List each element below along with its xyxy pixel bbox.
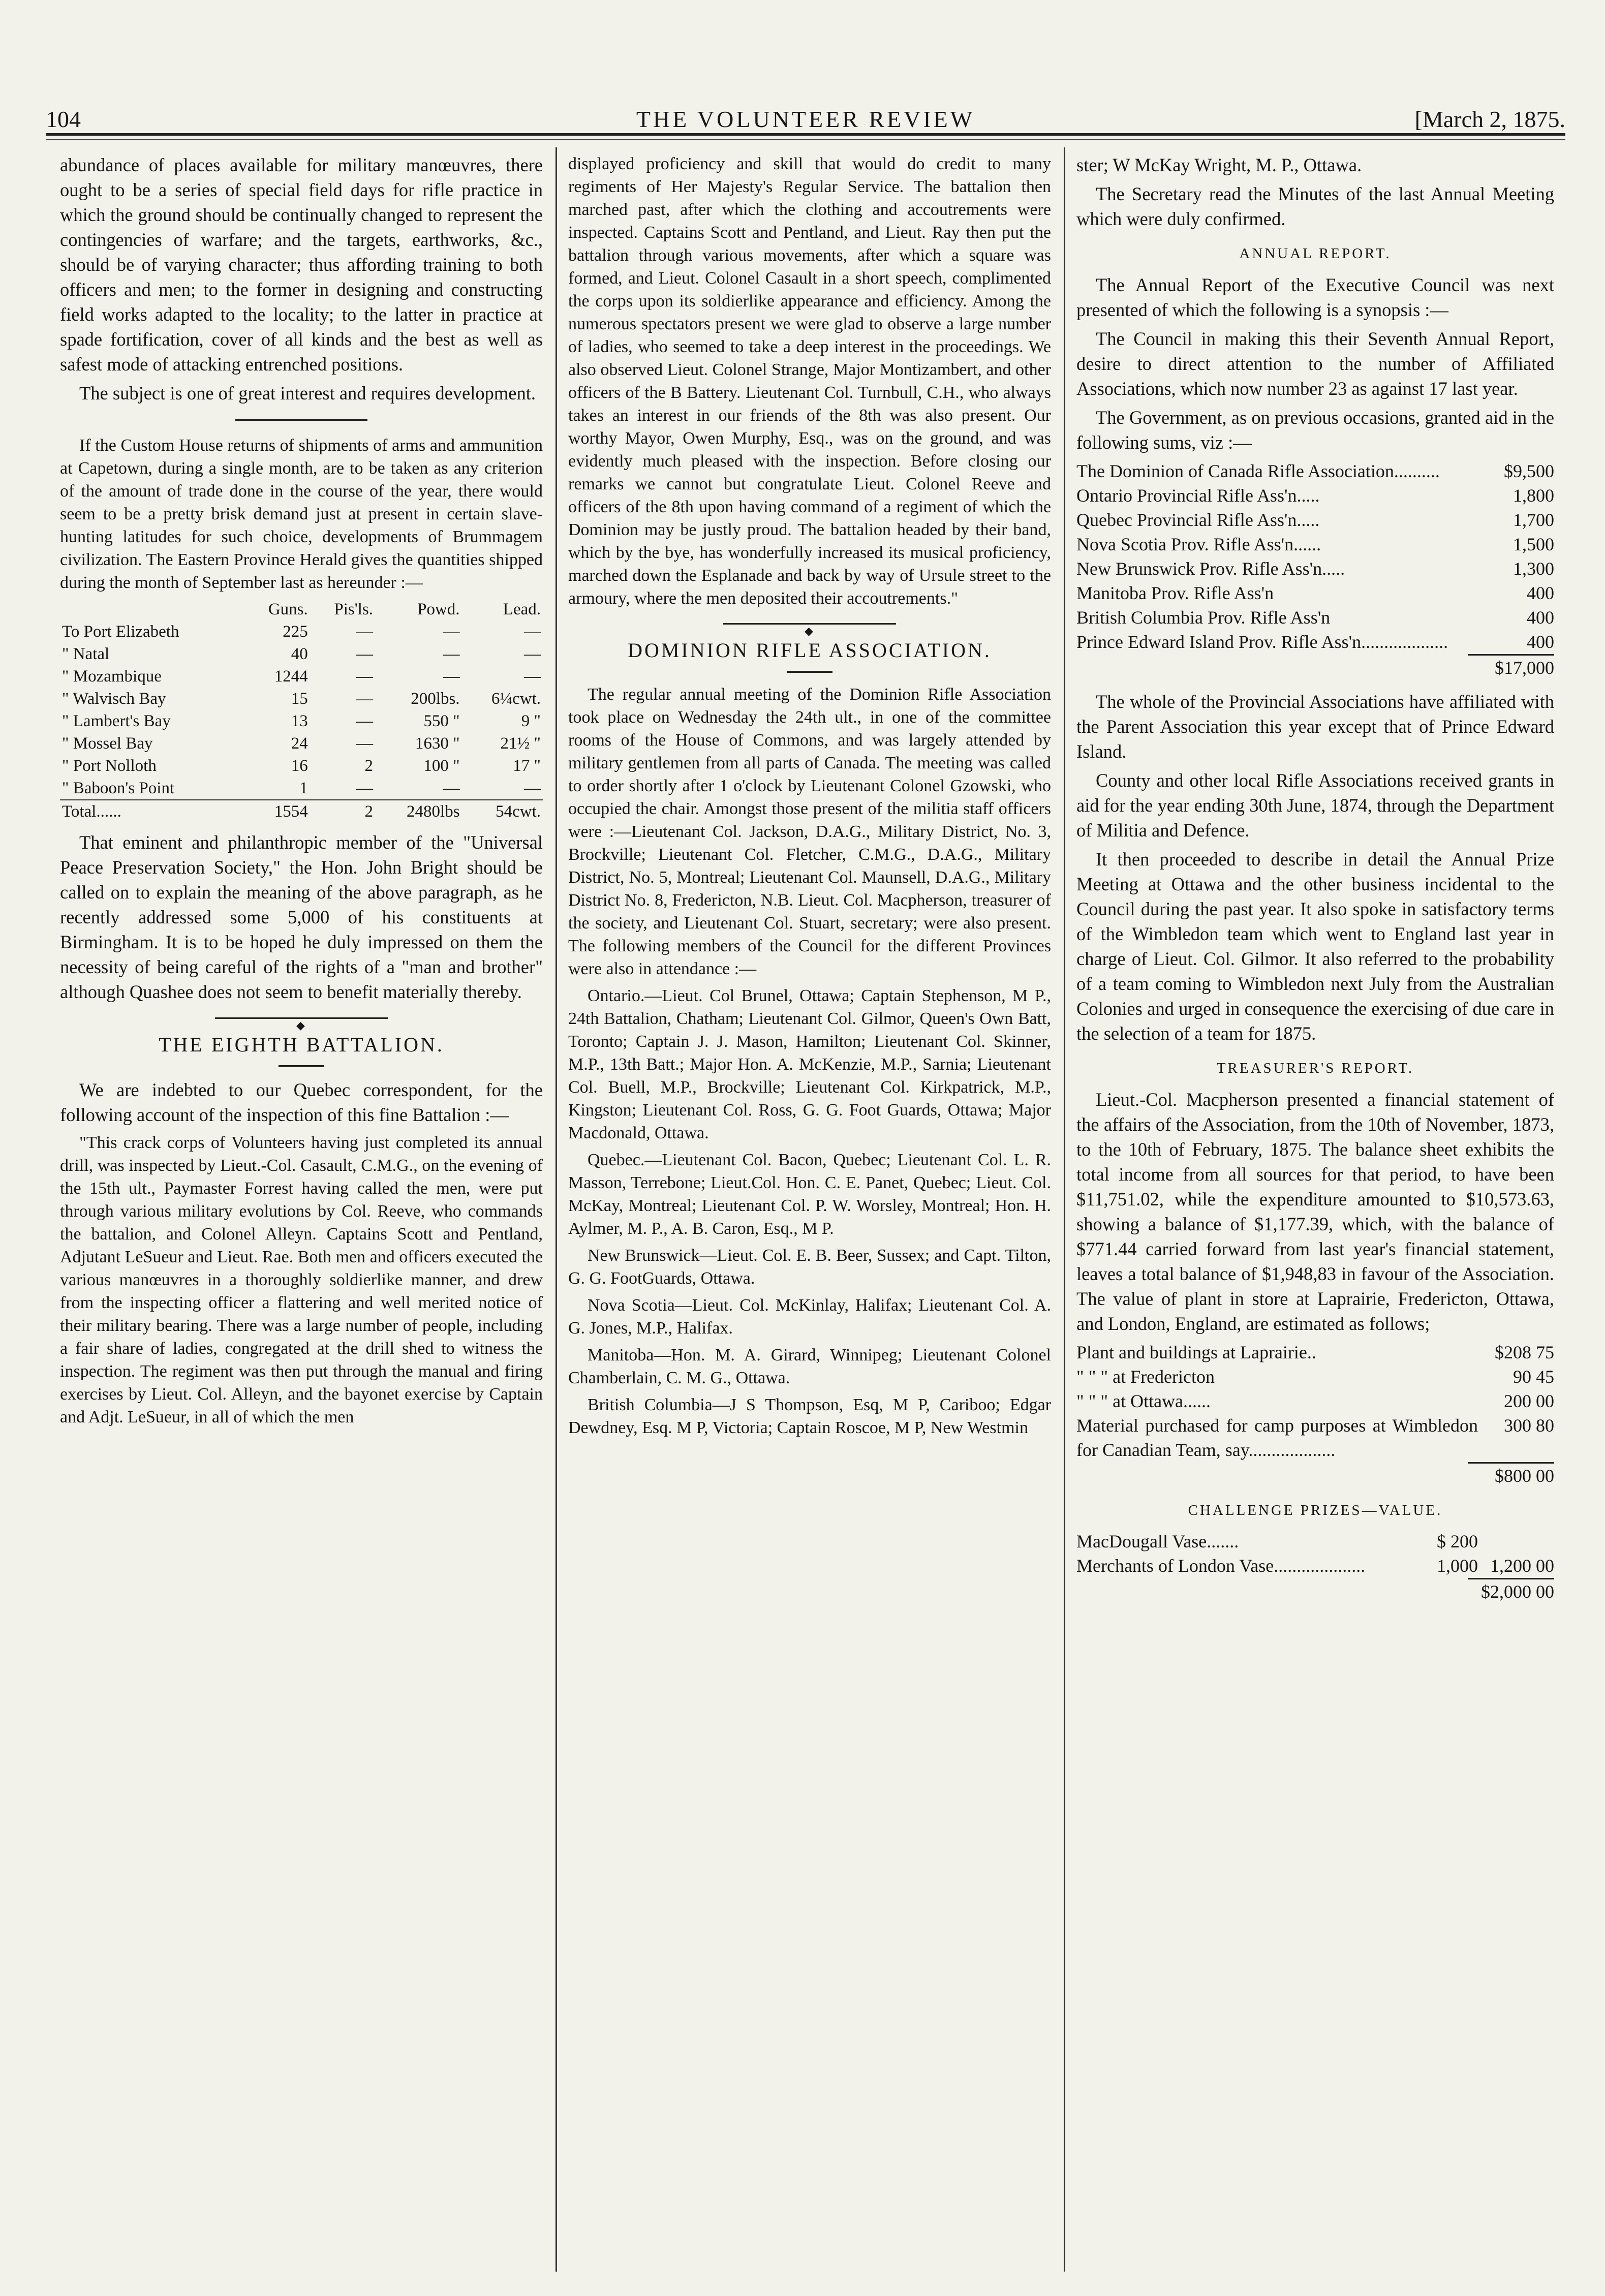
item-value xyxy=(1478,1529,1554,1554)
paragraph: The whole of the Provincial Associations have affiliated with the Parent Association this year except that of Prince Edward Island. xyxy=(1076,691,1554,762)
table-header-cell: Pis'ls. xyxy=(334,600,373,618)
table-cell: 9 " xyxy=(521,712,541,730)
table-total-row xyxy=(60,800,543,823)
paragraph: Lieut.-Col. Macpherson presented a financial statement of the affairs of the Association, from the 10th of November, 1873, to the 10th of February, 1875. The balance sheet exhibits the total income from all sources for that period, to have been $11,751.02, while the expenditure amounted to $10,573.63, showing a balance of $1,177.39, which, with the balance of $771.44 carried forward from last year's financial statement, leaves a total balance of $1,948,83 in favour of the Association. The value of plant in store at Laprairie, Fredericton, Ottawa, and London, England, are estimated as follows; xyxy=(1076,1089,1554,1334)
paragraph: The Council in making this their Seventh Annual Report, desire to direct attention to the number of Affiliated Associations, which now number 23 as against 17 last year. xyxy=(1076,328,1554,399)
table-row xyxy=(60,755,543,777)
prizes-total: $2,000 00 xyxy=(1481,1581,1554,1602)
paragraph: Quebec.—Lieutenant Col. Bacon, Quebec; Lieutenant Col. L. R. Masson, Terrebone; Lieut.Col. Hon. C. E. Panet, Quebec; Lieut. Col. McKay, Montreal; Lieutenant Col. P. W. Worsley, Montreal; Hon. H. Aylmer, M. P., A. B. Caron, Esq., M P. xyxy=(568,1151,1051,1238)
table-row xyxy=(60,777,543,800)
paragraph: Nova Scotia—Lieut. Col. McKinlay, Halifax; Lieutenant Col. A. G. Jones, M.P., Halifax. xyxy=(568,1296,1051,1338)
table-row xyxy=(60,732,543,755)
grant-row xyxy=(1076,630,1554,654)
table-cell: — xyxy=(356,779,373,797)
item-value: 1,700 xyxy=(1513,510,1554,530)
grant-row xyxy=(1076,605,1554,630)
item-value: 1,800 xyxy=(1513,485,1554,506)
page-date: [March 2, 1875. xyxy=(1414,106,1565,132)
column-2 xyxy=(568,152,1051,2261)
paragraph: The Government, as on previous occasions, granted aid in the following sums, viz :— xyxy=(1076,407,1554,453)
table-cell: — xyxy=(356,734,373,753)
item-label: Prince Edward Island Prov. Rifle Ass'n................... xyxy=(1076,632,1448,652)
item-subvalue: 1,000 xyxy=(1437,1556,1478,1576)
prize-row xyxy=(1076,1529,1554,1554)
column-divider xyxy=(1064,147,1065,2272)
table-row xyxy=(60,620,543,643)
table-cell: — xyxy=(356,690,373,708)
table-cell: 15 xyxy=(291,690,308,708)
column-divider xyxy=(555,147,557,2272)
item-value: 1,300 xyxy=(1513,559,1554,579)
item-value: $9,500 xyxy=(1504,461,1554,481)
item-label: " " " at Ottawa...... xyxy=(1076,1391,1211,1411)
grant-row xyxy=(1076,459,1554,483)
item-value: 1,500 xyxy=(1513,534,1554,554)
paragraph: The Secretary read the Minutes of the last Annual Meeting which were duly confirmed. xyxy=(1076,183,1554,229)
table-cell: — xyxy=(356,645,373,663)
page-title: THE VOLUNTEER REVIEW xyxy=(636,106,975,132)
table-cell: " Baboon's Point xyxy=(62,779,175,797)
table-cell: " Mossel Bay xyxy=(62,734,153,753)
table-cell: 1 xyxy=(299,779,308,797)
plant-total-row xyxy=(1076,1464,1554,1488)
plant-row xyxy=(1076,1364,1554,1389)
paragraph: The subject is one of great interest and requires development. xyxy=(79,383,536,404)
table-cell: — xyxy=(443,623,460,641)
item-label: New Brunswick Prov. Rifle Ass'n..... xyxy=(1076,559,1345,579)
paragraph: "This crack corps of Volunteers having just completed its annual drill, was inspected by Lieut.-Col. Casault, C.M.G., on the evening of the 15th ult., Paymaster Forrest having called the men, were put through various military evolutions by Col. Reeve, who commands the battalion, and Colonel Alleyn. Captains Scott and Pentland, Adjutant LeSueur and Lieut. Rae. Both men and officers executed the various manœuvres in a thoroughly soldierlike manner, and drew from the inspecting officer a flattering and well merited notice of their military bearing. There was a large number of people, including a fair share of ladies, congregated at the drill shed to witness the inspection. The regiment was then put through the manual and firing exercises by Lieut. Col. Alleyn, and the bayonet exercise by Captain and Adjt. LeSueur, in all of which the men xyxy=(60,1133,543,1426)
paragraph: Manitoba—Hon. M. A. Girard, Winnipeg; Lieutenant Colonel Chamberlain, C. M. G., Ottawa. xyxy=(568,1346,1051,1387)
table-cell: 13 xyxy=(291,712,308,730)
section-heading: TREASURER'S REPORT. xyxy=(1216,1060,1414,1076)
table-cell: 200lbs. xyxy=(411,690,460,708)
section-separator xyxy=(235,419,367,421)
table-row xyxy=(60,643,543,665)
item-value: 200 00 xyxy=(1504,1391,1554,1411)
table-cell: — xyxy=(443,779,460,797)
prizes-total-row xyxy=(1076,1579,1554,1604)
item-label: Quebec Provincial Rifle Ass'n..... xyxy=(1076,510,1320,530)
table-cell: 550 " xyxy=(423,712,460,730)
paragraph: British Columbia—J S Thompson, Esq, M P, Cariboo; Edgar Dewdney, Esq. M P, Victoria; Captain Roscoe, M P, New Westmin xyxy=(568,1395,1051,1437)
table-cell: " Port Nolloth xyxy=(62,757,157,775)
table-cell: 16 xyxy=(291,757,308,775)
table-cell: " Natal xyxy=(62,645,110,663)
table-cell: " Lambert's Bay xyxy=(62,712,171,730)
grant-row xyxy=(1076,483,1554,508)
table-cell: — xyxy=(443,667,460,686)
item-label: Merchants of London Vase.................... xyxy=(1076,1556,1366,1576)
table-cell: — xyxy=(524,779,541,797)
page-number: 104 xyxy=(46,106,81,132)
item-label: MacDougall Vase....... xyxy=(1076,1531,1239,1552)
shipments-table xyxy=(60,598,543,823)
item-value: 90 45 xyxy=(1513,1367,1554,1387)
section-separator: ◆ xyxy=(215,1017,388,1019)
table-header-cell: Lead. xyxy=(503,600,541,618)
grant-row xyxy=(1076,556,1554,581)
table-cell: 17 " xyxy=(513,757,541,775)
table-header-cell: Powd. xyxy=(417,600,460,618)
short-rule xyxy=(787,671,832,673)
table-cell: — xyxy=(356,623,373,641)
item-subvalue: $ 200 xyxy=(1437,1531,1478,1552)
prize-row xyxy=(1076,1554,1554,1578)
item-label: Material purchased for camp purposes at Wimbledon for Canadian Team, say................... xyxy=(1076,1415,1478,1460)
section-separator: ◆ xyxy=(723,623,896,625)
paragraph: If the Custom House returns of shipments of arms and ammunition at Capetown, during a single month, are to be taken as any criterion of the amount of trade done in the course of the year, there would seem to be a pretty brisk demand just at present in certain slave-hunting latitudes for such choice, developments of Brummagem civilization. The Eastern Province Herald gives the quantities shipped during the month of September last as hereunder :— xyxy=(60,436,543,592)
paragraph: ster; W McKay Wright, M. P., Ottawa. xyxy=(1076,154,1362,175)
table-cell: — xyxy=(356,667,373,686)
grant-row xyxy=(1076,581,1554,605)
grants-list xyxy=(1076,459,1554,654)
table-cell: 1630 " xyxy=(415,734,460,753)
table-cell: " Walvisch Bay xyxy=(62,690,166,708)
grants-total: $17,000 xyxy=(1495,658,1554,678)
item-value: 300 80 xyxy=(1504,1415,1554,1436)
grant-row xyxy=(1076,508,1554,532)
column-1 xyxy=(60,152,543,2261)
plant-row xyxy=(1076,1413,1554,1462)
table-cell: Total...... xyxy=(62,802,121,821)
item-label: British Columbia Prov. Rifle Ass'n xyxy=(1076,607,1331,628)
paragraph: We are indebted to our Quebec correspondent, for the following account of the inspection of this fine Battalion :— xyxy=(60,1079,543,1125)
item-value: 400 xyxy=(1527,632,1554,652)
table-header-cell: Guns. xyxy=(268,600,308,618)
item-value: $208 75 xyxy=(1495,1342,1554,1362)
table-cell: " Mozambique xyxy=(62,667,162,686)
plant-total: $800 00 xyxy=(1495,1466,1554,1486)
header-rule-thin xyxy=(46,139,1565,140)
item-value: 1,200 00 xyxy=(1490,1556,1554,1576)
table-cell: 225 xyxy=(283,623,308,641)
table-cell: 1554 xyxy=(274,802,308,821)
grants-total-row xyxy=(1076,656,1554,680)
prizes-list xyxy=(1076,1529,1554,1578)
paragraph: The regular annual meeting of the Dominion Rifle Association took place on Wednesday the 24th ult., in one of the committee rooms of the House of Commons, and was largely attended by military gentlemen from all parts of Canada. The meeting was called to order shortly after 1 o'clock by Lieutenant Colonel Gzowski, who occupied the chair. Amongst those present of the militia staff officers were :—Lieutenant Col. Jackson, D.A.G., Military District, No. 3, Brockville; Lieutenant Col. Fletcher, C.M.G., D.A.G., Military District, No. 5, Montreal; Lieutenant Col. Maunsell, D.A.G., Military District No. 8, Fredericton, N.B. Lieut. Col. Macpherson, treasurer of the society, and Lieutenant Col. Stuart, secretary; were also present. The following members of the Council for the different Provinces were also in attendance :— xyxy=(568,685,1051,978)
table-cell: — xyxy=(524,623,541,641)
table-cell: 24 xyxy=(291,734,308,753)
table-cell: — xyxy=(356,712,373,730)
paragraph: abundance of places available for military manœuvres, there ought to be a series of special field days for rifle practice in which the ground should be continually changed to represent the contingencies of warfare; and the targets, earthworks, &c., should be of varying character; thus affording training to both officers and men; to the former in designing and constructing field works adapted to the locality; to the latter in practice at spade fortification, cover of all kinds and the best as well as safest mode of attacking entrenched positions. xyxy=(60,154,543,375)
section-heading: CHALLENGE PRIZES—VALUE. xyxy=(1188,1502,1443,1518)
header-rule xyxy=(46,133,1565,136)
table-cell: 6¼cwt. xyxy=(491,690,541,708)
column-3 xyxy=(1076,152,1554,2261)
paragraph: displayed proficiency and skill that would do credit to many regiments of Her Majesty's Regular Service. The battalion then marched past, after which the clothing and accoutrements were inspected. Captains Scott and Pentland, and Lieut. Ray then put the battalion through various movements, after which a square was formed, and Lieut. Colonel Casault in a short speech, complimented the corps upon its soldierlike appearance and efficiency. Among the numerous spectators present we were glad to observe a large number of ladies, who seemed to take a deep interest in the proceedings. We also observed Lieut. Colonel Strange, Major Montizambert, and other officers of the B Battery. Lieutenant Col. Turnbull, C.H., who always takes an interest in our friends of the 8th was also present. Our worthy Mayor, Owen Murphy, Esq., was on the ground, and was evidently much pleased with the inspection. Before closing our remarks we cannot but congratulate Lieut. Colonel Reeve and officers of the 8th upon having command of a regiment of which the Dominion may be justly proud. The battalion headed by their band, which by the bye, has wonderfully increased its musical proficiency, marched down the Esplanade and back by way of Ursule street to the armoury, where the men deposited their accoutrements." xyxy=(568,154,1051,608)
table-cell: 40 xyxy=(291,645,308,663)
item-value: 400 xyxy=(1527,607,1554,628)
table-cell: — xyxy=(443,645,460,663)
plant-row xyxy=(1076,1340,1554,1364)
table-cell: 2480lbs xyxy=(407,802,460,821)
table-cell: 100 " xyxy=(423,757,460,775)
paragraph: New Brunswick—Lieut. Col. E. B. Beer, Sussex; and Capt. Tilton, G. G. FootGuards, Ottawa. xyxy=(568,1246,1051,1288)
table-row xyxy=(60,688,543,710)
paragraph: County and other local Rifle Associations received grants in aid for the year ending 30th June, 1874, through the Department of Militia and Defence. xyxy=(1076,770,1554,841)
table-cell: 2 xyxy=(364,757,373,775)
section-heading: THE EIGHTH BATTALION. xyxy=(159,1033,444,1056)
item-label: The Dominion of Canada Rifle Association.......... xyxy=(1076,461,1440,481)
item-label: Plant and buildings at Laprairie.. xyxy=(1076,1342,1316,1362)
table-cell: To Port Elizabeth xyxy=(62,623,179,641)
paragraph: It then proceeded to describe in detail the Annual Prize Meeting at Ottawa and the other business incidental to the Council during the past year. It also spoke in satisfactory terms of the Wimbledon team which went to England last year in charge of Lieut. Col. Gilmor. It also referred to the probability of a team coming to Wimbledon next July from the Australian Colonies and urged in consequence the exercising of due care in the selection of a team for 1875. xyxy=(1076,849,1554,1044)
section-heading: DOMINION RIFLE ASSOCIATION. xyxy=(628,639,992,662)
table-cell: 21½ " xyxy=(500,734,541,753)
grant-row xyxy=(1076,532,1554,556)
plant-row xyxy=(1076,1389,1554,1413)
paragraph: The Annual Report of the Executive Council was next presented of which the following is a synopsis :— xyxy=(1076,274,1554,320)
paragraph: That eminent and philanthropic member of the "Universal Peace Preservation Society," the Hon. John Bright should be called on to explain the meaning of the above paragraph, as he recently addressed some 5,000 of his constituents at Birmingham. It is to be hoped he duly impressed on them the necessity of being careful of the rights of a "man and brother" although Quashee does not seem to benefit materially thereby. xyxy=(60,832,543,1002)
table-cell: — xyxy=(524,645,541,663)
item-label: Manitoba Prov. Rifle Ass'n xyxy=(1076,583,1274,603)
item-label: Nova Scotia Prov. Rifle Ass'n...... xyxy=(1076,534,1321,554)
table-cell: 54cwt. xyxy=(496,802,541,821)
item-value: 400 xyxy=(1527,583,1554,603)
plant-list xyxy=(1076,1340,1554,1462)
item-label: " " " at Fredericton xyxy=(1076,1367,1215,1387)
paragraph: Ontario.—Lieut. Col Brunel, Ottawa; Captain Stephenson, M P., 24th Battalion, Chatham; Lieutenant Col. Gilmor, Queen's Own Batt, Toronto; Captain J. J. Mason, Hamilton; Lieutenant Col. Skinner, M.P., 13th Batt.; Major Hon. A. McKenzie, M.P., Sarnia; Lieutenant Col. Buell, M.P., Brockville; Lieutenant Col. Kirkpatrick, M.P., Kingston; Lieutenant Col. Ross, G. G. Foot Guards, Ottawa; Major Macdonald, Ottawa. xyxy=(568,986,1051,1142)
short-rule xyxy=(279,1065,324,1067)
table-cell: 2 xyxy=(364,802,373,821)
table-row xyxy=(60,710,543,732)
table-header-row xyxy=(60,598,543,620)
item-label: Ontario Provincial Rifle Ass'n..... xyxy=(1076,485,1320,506)
table-cell: 1244 xyxy=(274,667,308,686)
table-row xyxy=(60,665,543,688)
section-heading: ANNUAL REPORT. xyxy=(1239,245,1392,262)
table-header-cell xyxy=(60,598,244,620)
table-cell: — xyxy=(524,667,541,686)
